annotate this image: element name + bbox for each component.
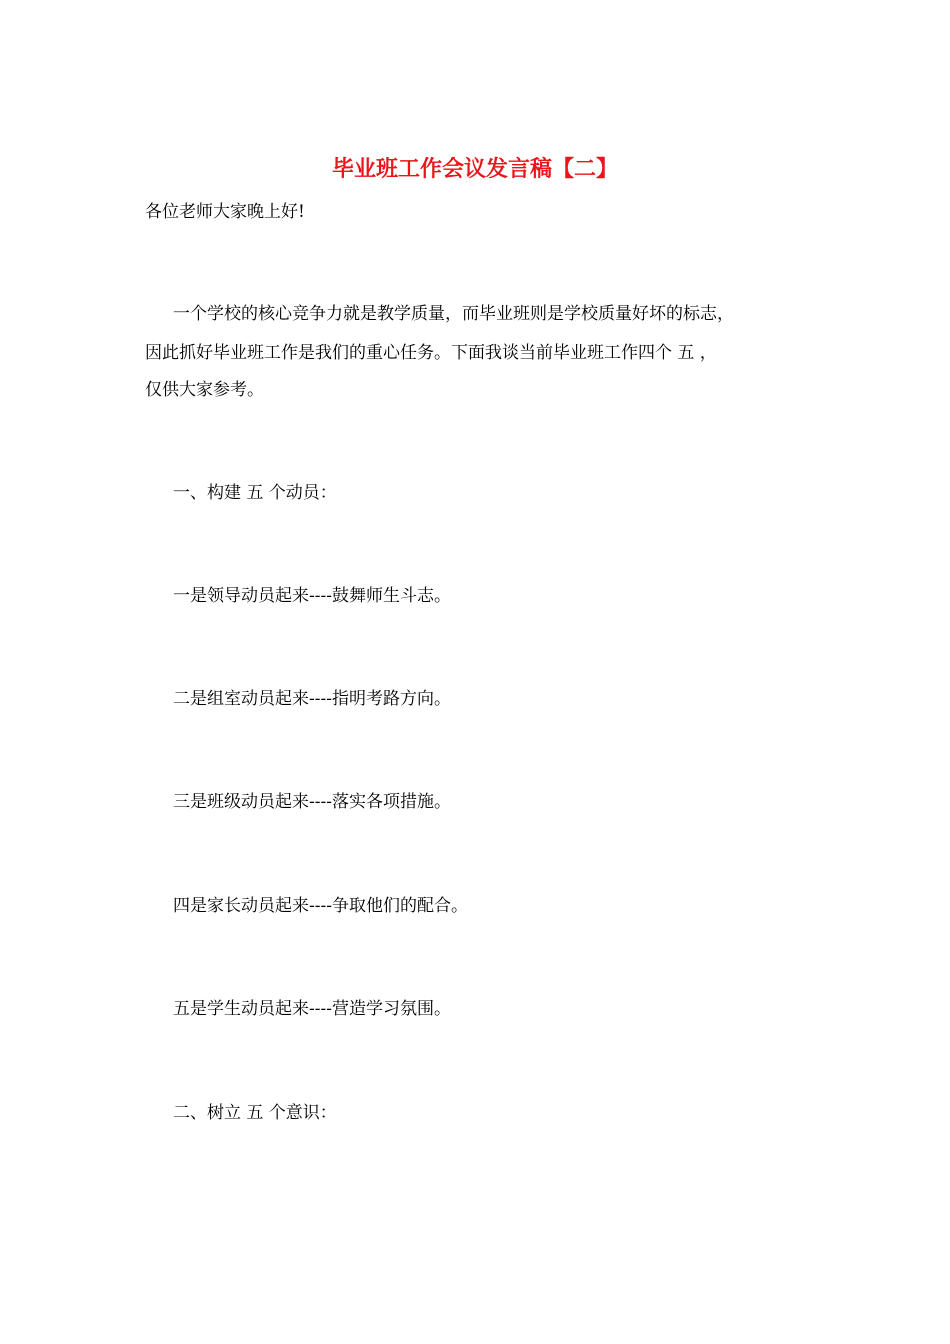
greeting: 各位老师大家晚上好! [145, 202, 305, 222]
section-1-item: 一是领导动员起来----鼓舞师生斗志。 [173, 586, 451, 606]
section-1-item: 三是班级动员起来----落实各项措施。 [173, 792, 451, 812]
document-title: 毕业班工作会议发言稿【二】 [331, 156, 618, 182]
section-1-item: 五是学生动员起来----营造学习氛围。 [173, 999, 451, 1019]
section-1-item: 二是组室动员起来----指明考路方向。 [173, 689, 451, 709]
intro-line-3: 仅供大家参考。 [145, 380, 264, 400]
intro-line-2: 因此抓好毕业班工作是我们的重心任务。下面我谈当前毕业班工作四个 五 ， [145, 343, 717, 363]
intro-line-1: 一个学校的核心竞争力就是教学质量，而毕业班则是学校质量好坏的标志， [173, 304, 734, 324]
section-1-heading: 一、构建 五 个动员： [173, 483, 337, 503]
section-2-heading: 二、树立 五 个意识： [173, 1103, 337, 1123]
section-1-item: 四是家长动员起来----争取他们的配合。 [173, 896, 468, 916]
